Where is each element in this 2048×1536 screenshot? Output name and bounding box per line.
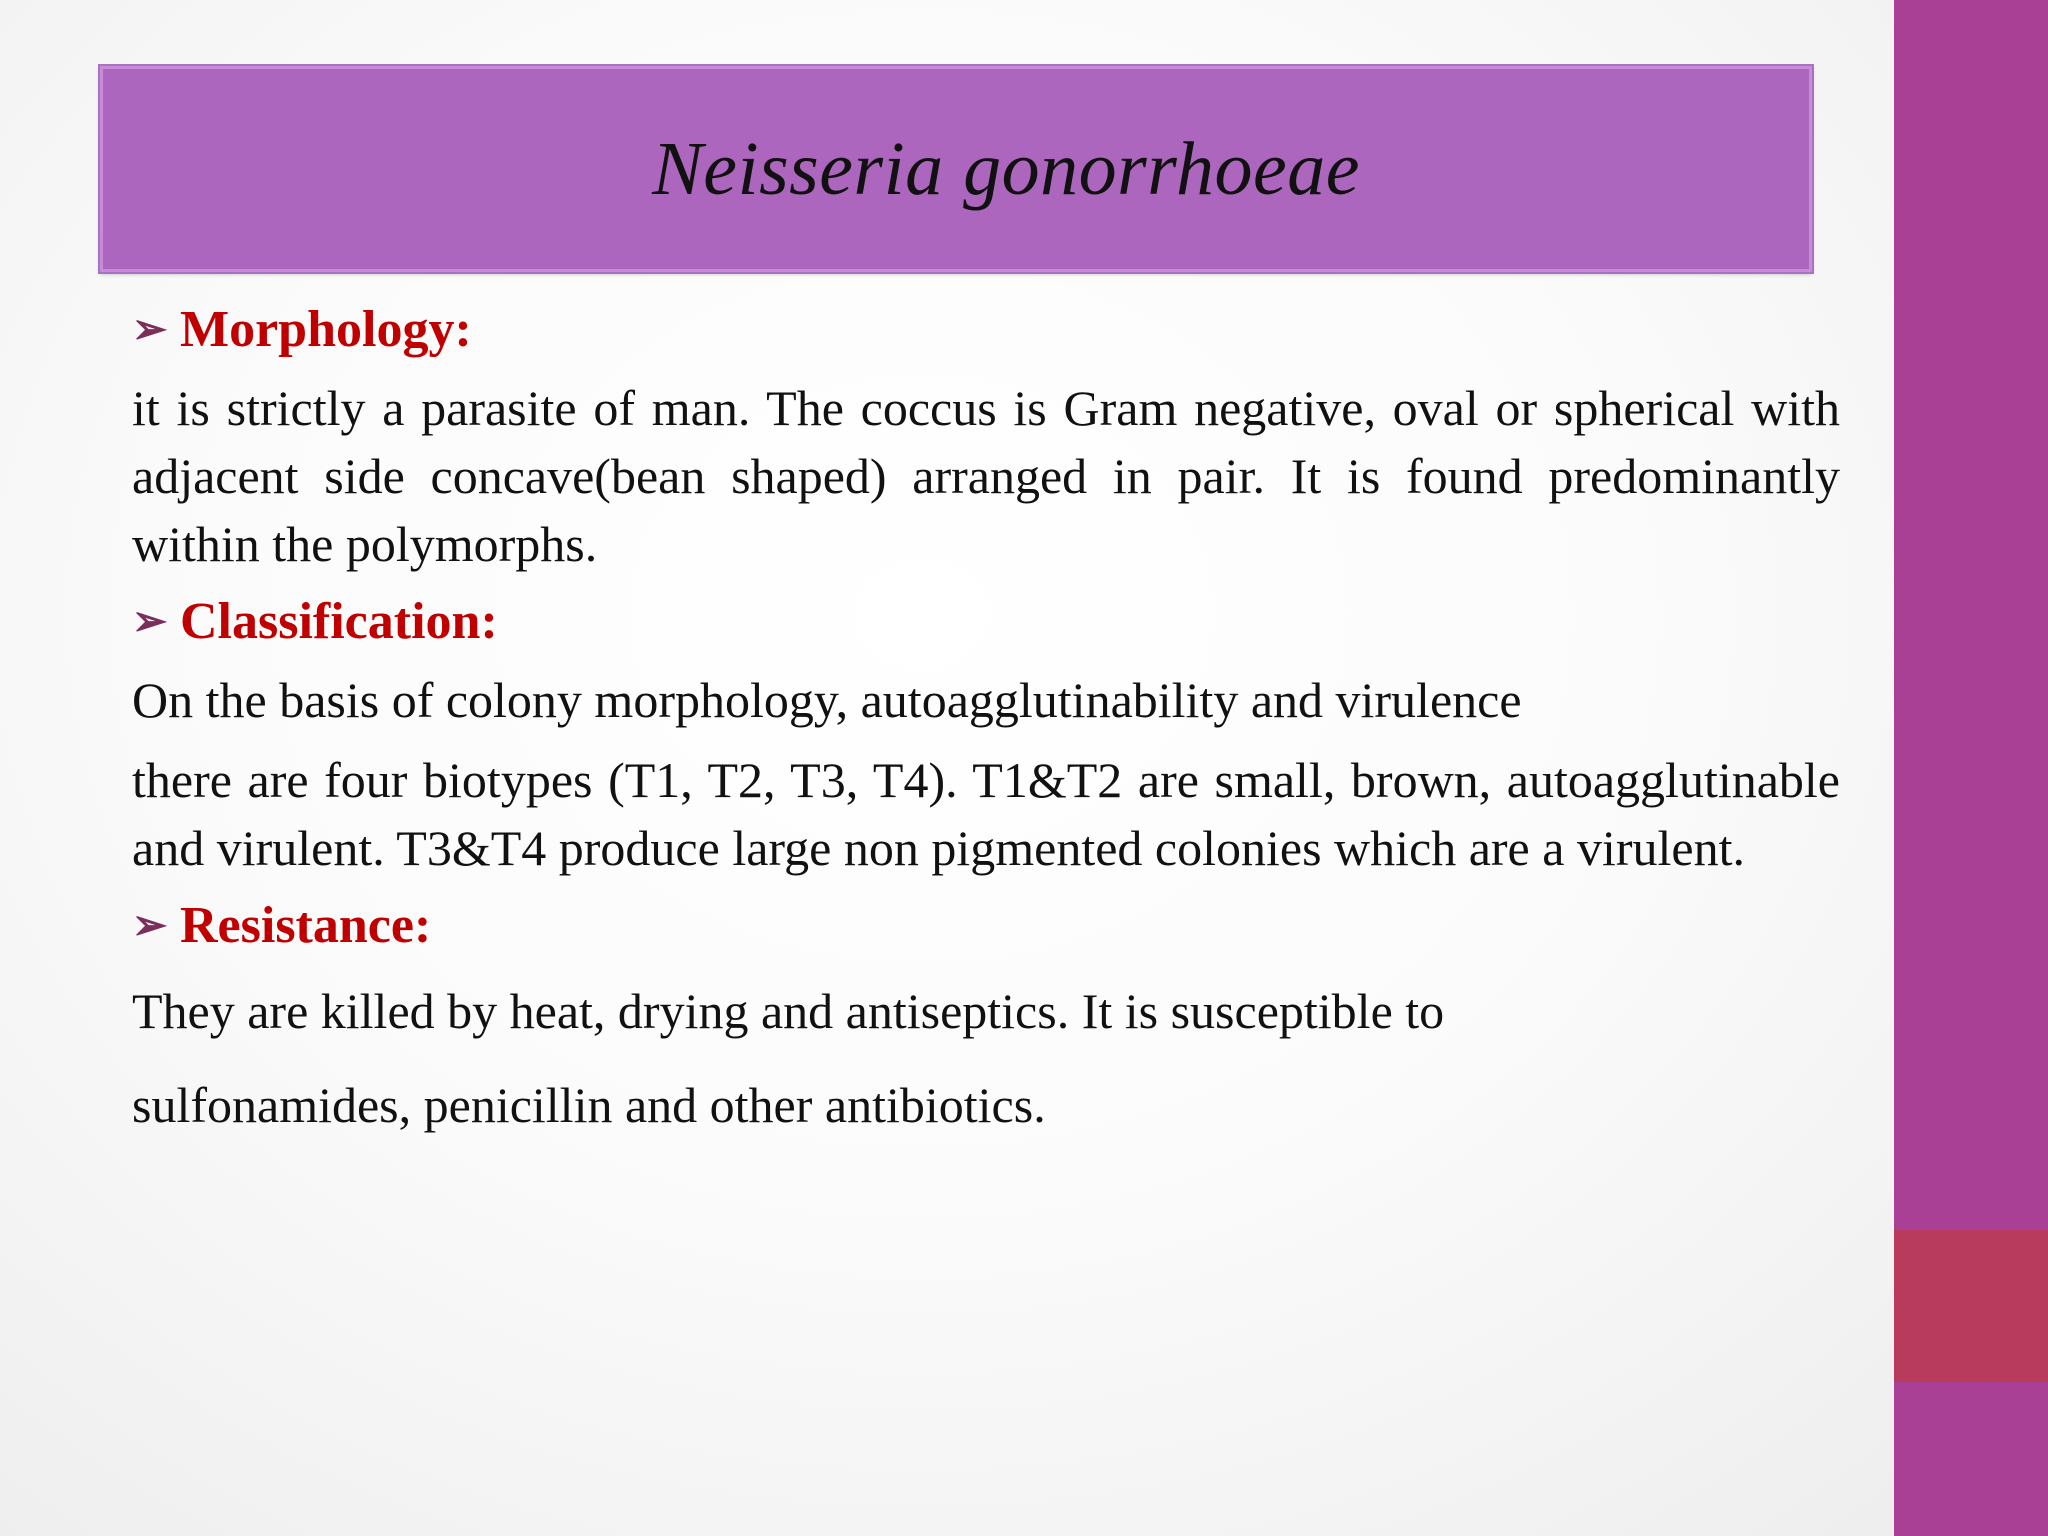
arrowhead-bullet-icon: ➢ [132,599,168,645]
classification-paragraph-1: On the basis of colony morphology, autoagglutinability and virulence [132,672,1522,728]
resistance-paragraph-1: They are killed by heat, drying and antiseptics. It is susceptible to [132,983,1445,1039]
slide-title: Neisseria gonorrhoeae [652,126,1360,211]
slide-body [132,300,1840,1158]
morphology-paragraph: it is strictly a parasite of man. The coccus is Gram negative, oval or spherical with adjacent side concave(bean shaped) arranged in pair. It is found predominantly within the polymorphs. [132,380,1840,572]
resistance-paragraph-2: sulfonamides, penicillin and other antibiotics. [132,1077,1046,1133]
section-heading-morphology [132,300,1840,360]
side-band-lower [1894,1382,2048,1536]
title-banner [100,66,1812,272]
side-band-accent [1894,1230,2048,1382]
side-band-upper [1894,0,2048,1230]
section-heading-text: Resistance: [180,897,432,954]
side-decoration-band [1894,0,2048,1536]
section-heading-text: Morphology: [180,301,472,358]
arrowhead-bullet-icon: ➢ [132,307,168,353]
section-heading-classification [132,592,1840,652]
classification-paragraph-2: there are four biotypes (T1, T2, T3, T4). T1&T2 are small, brown, autoagglutinable and virulent. T3&T4 produce large non pigmented colonies which are a virulent. [132,752,1840,876]
section-heading-resistance [132,896,1840,956]
section-heading-text: Classification: [180,593,498,650]
arrowhead-bullet-icon: ➢ [132,903,168,949]
